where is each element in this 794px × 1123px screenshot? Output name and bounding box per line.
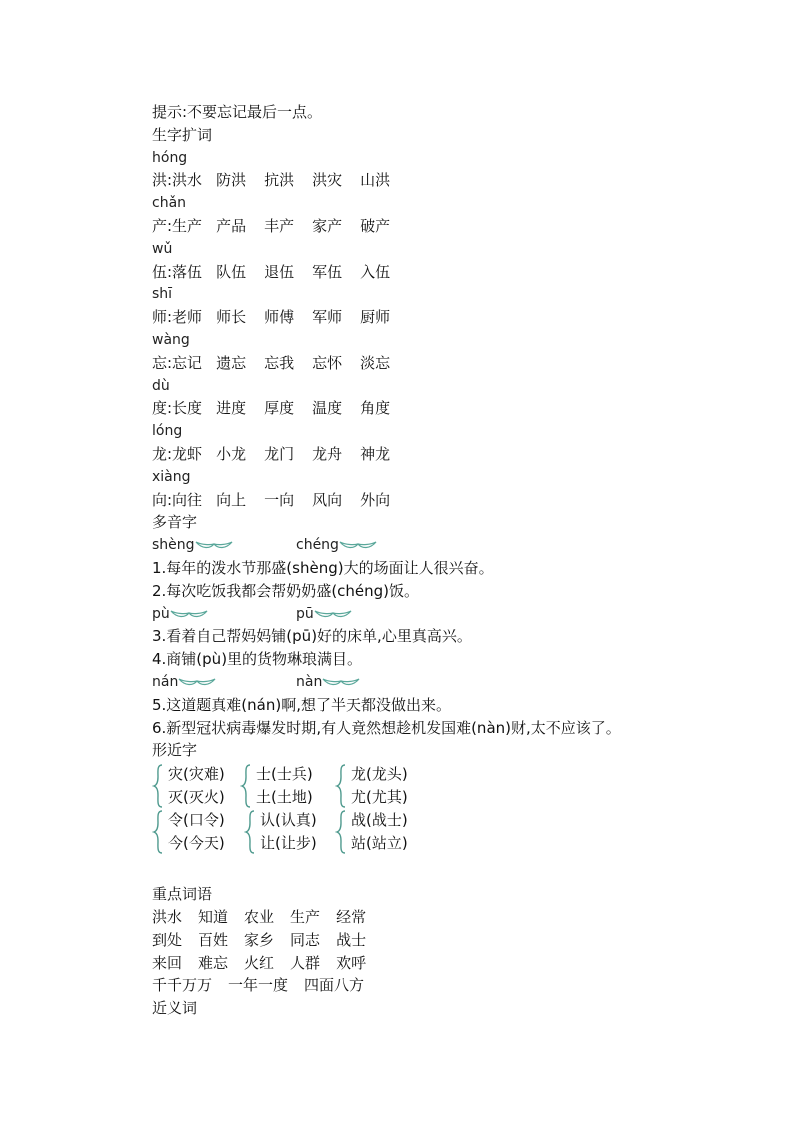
- section-title-synonym: 近义词: [152, 999, 198, 1018]
- word: 洪灾: [312, 171, 343, 190]
- word: 龙:龙虾: [152, 444, 203, 463]
- word: 队伍: [216, 262, 247, 281]
- word: 厨师: [360, 308, 391, 327]
- section-title-expand: 生字扩词: [152, 125, 213, 144]
- polyphone-pinyin-row: [152, 534, 772, 557]
- word: 家产: [312, 216, 343, 235]
- pinyin-item: [152, 671, 296, 694]
- similar-char: 灾(灾难): [168, 765, 225, 784]
- word: 向上: [216, 490, 247, 509]
- leaf-underline-icon: [322, 675, 360, 687]
- polyphone-pinyin-row: [152, 603, 772, 626]
- word-row: [152, 261, 772, 284]
- pinyin-label: shī: [152, 286, 173, 303]
- similar-char: 让(让步): [260, 834, 317, 853]
- similar-char: 尤(尤其): [351, 788, 408, 807]
- example-sentence: 1.每年的泼水节那盛(shèng)大的场面让人很兴奋。: [152, 558, 494, 577]
- word-row: [152, 397, 772, 420]
- word: 小龙: [216, 444, 247, 463]
- word: 淡忘: [360, 353, 391, 372]
- word: 抗洪: [264, 171, 295, 190]
- pinyin-label: dù: [152, 377, 170, 394]
- word: 向:向往: [152, 490, 203, 509]
- pinyin-label: chǎn: [152, 195, 187, 212]
- keyword: 到处: [152, 930, 183, 949]
- leaf-underline-icon: [339, 538, 377, 550]
- pinyin-label: pū: [296, 605, 314, 622]
- keyword: 四面八方: [304, 976, 365, 995]
- expand-list: [152, 147, 772, 512]
- document-page: [152, 101, 772, 1020]
- section-title-keywords: 重点词语: [152, 885, 213, 904]
- keyword-row: [152, 952, 772, 975]
- word: 忘:忘记: [152, 353, 203, 372]
- similar-char: 令(口令): [168, 811, 225, 830]
- brace-icon: [335, 809, 347, 855]
- example-sentence: 5.这道题真难(nán)啊,想了半天都没做出来。: [152, 695, 451, 714]
- leaf-underline-icon: [170, 607, 208, 619]
- word: 军师: [312, 308, 343, 327]
- similar-char: 站(站立): [351, 834, 408, 853]
- word-row: [152, 215, 772, 238]
- word: 忘怀: [312, 353, 343, 372]
- pinyin-label: lóng: [152, 423, 183, 440]
- word: 师傅: [264, 308, 295, 327]
- example-sentence: 6.新型冠状病毒爆发时期,有人竟然想趁机发国难(nàn)财,太不应该了。: [152, 718, 621, 737]
- keyword: 千千万万: [152, 976, 213, 995]
- word: 温度: [312, 399, 343, 418]
- word: 外向: [360, 490, 391, 509]
- pinyin-item: [296, 671, 414, 694]
- word: 龙门: [264, 444, 295, 463]
- brace-icon: [152, 763, 164, 809]
- keyword: 人群: [290, 953, 321, 972]
- word: 退伍: [264, 262, 295, 281]
- pinyin-label: chéng: [296, 537, 339, 554]
- keyword: 经常: [336, 907, 367, 926]
- example-sentence: 2.每次吃饭我都会帮奶奶盛(chéng)饭。: [152, 581, 420, 600]
- similar-char: 龙(龙头): [351, 765, 408, 784]
- section-title-similar: 形近字: [152, 741, 198, 760]
- word: 洪:洪水: [152, 171, 203, 190]
- pinyin-label: xiàng: [152, 468, 191, 485]
- word-row: [152, 306, 772, 329]
- pinyin-label: hóng: [152, 149, 188, 166]
- pinyin-label: nán: [152, 673, 179, 690]
- word: 师:老师: [152, 308, 203, 327]
- word: 山洪: [360, 171, 391, 190]
- word: 忘我: [264, 353, 295, 372]
- leaf-underline-icon: [314, 607, 352, 619]
- word-row: [152, 489, 772, 512]
- keyword: 生产: [290, 907, 321, 926]
- keyword: 一年一度: [228, 976, 289, 995]
- keyword: 来回: [152, 953, 183, 972]
- keyword-list: [152, 906, 772, 997]
- pinyin-item: [152, 534, 296, 557]
- hint-text: 提示:不要忘记最后一点。: [152, 103, 323, 121]
- word: 厚度: [264, 399, 295, 418]
- word: 遗忘: [216, 353, 247, 372]
- pinyin-label: wǔ: [152, 240, 173, 257]
- brace-icon: [152, 809, 164, 855]
- pinyin-item: [296, 534, 414, 557]
- similar-characters: [152, 763, 772, 859]
- word: 防洪: [216, 171, 247, 190]
- similar-char: 认(认真): [260, 811, 317, 830]
- word: 神龙: [360, 444, 391, 463]
- keyword-row: [152, 906, 772, 929]
- polyphone-list: [152, 534, 772, 739]
- example-sentence: 3.看着自己帮妈妈铺(pū)好的床单,心里真高兴。: [152, 627, 472, 646]
- polyphone-pinyin-row: [152, 671, 772, 694]
- pinyin-label: wàng: [152, 331, 190, 348]
- word: 产品: [216, 216, 247, 235]
- keyword: 战士: [336, 930, 367, 949]
- word: 风向: [312, 490, 343, 509]
- keyword: 知道: [198, 907, 229, 926]
- word: 师长: [216, 308, 247, 327]
- word: 一向: [264, 490, 295, 509]
- similar-char: 战(战士): [351, 811, 408, 830]
- pinyin-item: [296, 603, 414, 626]
- word: 进度: [216, 399, 247, 418]
- word-row: [152, 443, 772, 466]
- brace-icon: [240, 763, 252, 809]
- keyword: 欢呼: [336, 953, 367, 972]
- leaf-underline-icon: [178, 675, 216, 687]
- word: 丰产: [264, 216, 295, 235]
- word: 龙舟: [312, 444, 343, 463]
- keyword-row: [152, 974, 772, 997]
- keyword: 火红: [244, 953, 275, 972]
- keyword: 百姓: [198, 930, 229, 949]
- keyword: 洪水: [152, 907, 183, 926]
- word-row: [152, 169, 772, 192]
- word: 军伍: [312, 262, 343, 281]
- pinyin-label: pù: [152, 605, 170, 622]
- word: 度:长度: [152, 399, 203, 418]
- keyword: 同志: [290, 930, 321, 949]
- similar-char: 士(士兵): [256, 765, 313, 784]
- word: 入伍: [360, 262, 391, 281]
- pinyin-item: [152, 603, 296, 626]
- example-sentence: 4.商铺(pù)里的货物琳琅满目。: [152, 650, 363, 669]
- section-title-polyphone: 多音字: [152, 513, 198, 532]
- keyword: 农业: [244, 907, 275, 926]
- similar-char: 今(今天): [168, 834, 225, 853]
- word: 产:生产: [152, 216, 203, 235]
- brace-icon: [335, 763, 347, 809]
- similar-char: 土(土地): [256, 788, 313, 807]
- brace-icon: [244, 809, 256, 855]
- word-row: [152, 352, 772, 375]
- pinyin-label: shèng: [152, 537, 195, 554]
- similar-char: 灭(灭火): [168, 788, 225, 807]
- word: 伍:落伍: [152, 262, 203, 281]
- keyword: 家乡: [244, 930, 275, 949]
- keyword: 难忘: [198, 953, 229, 972]
- leaf-underline-icon: [195, 538, 233, 550]
- pinyin-label: nàn: [296, 673, 323, 690]
- word: 破产: [360, 216, 391, 235]
- keyword-row: [152, 929, 772, 952]
- word: 角度: [360, 399, 391, 418]
